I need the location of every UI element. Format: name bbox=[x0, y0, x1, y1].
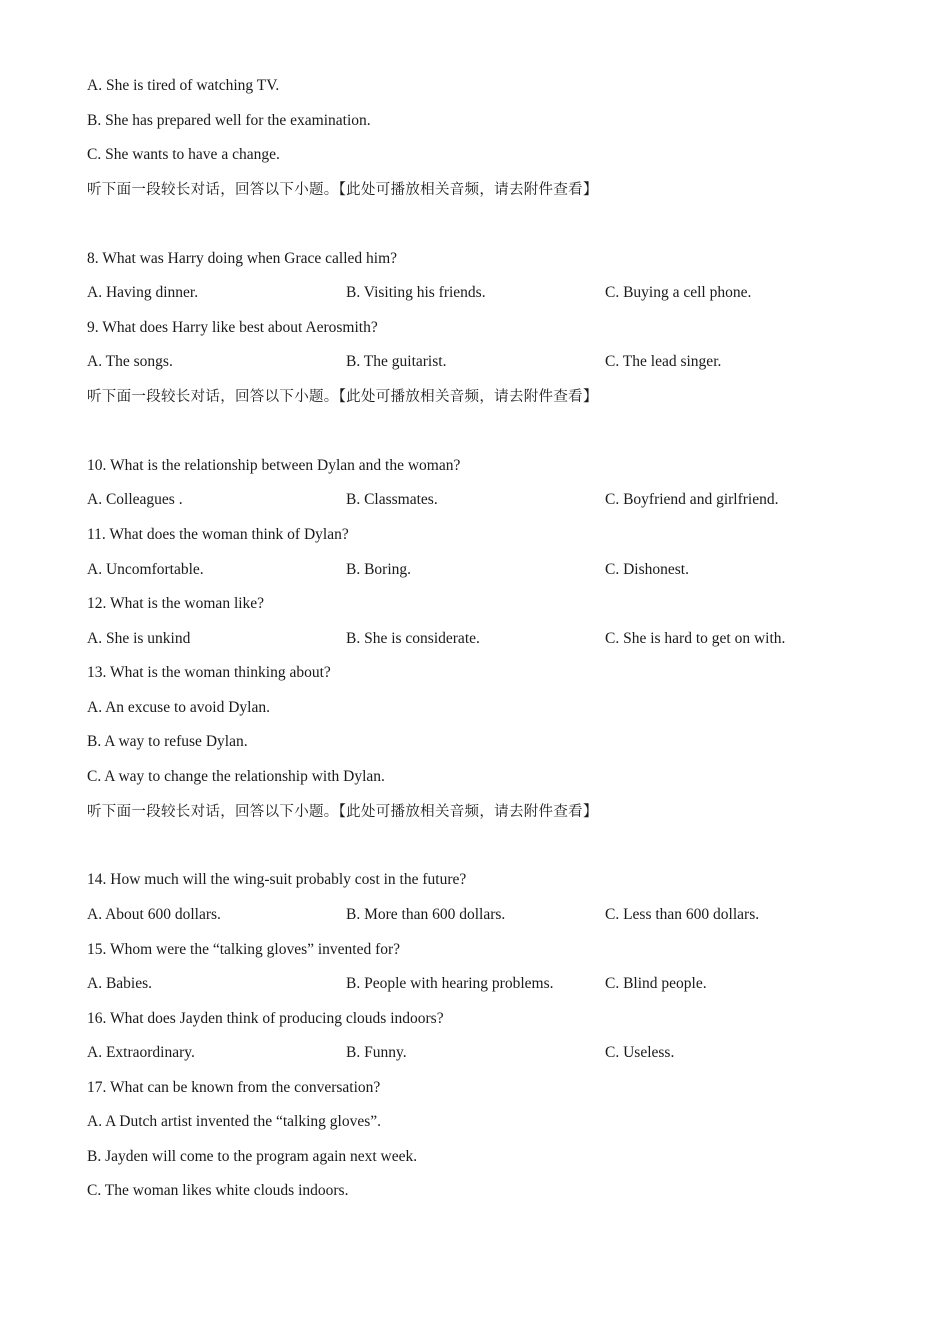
question-16: 16. What does Jayden think of producing clouds indoors? bbox=[87, 1010, 444, 1027]
question-13-option-c: C. A way to change the relationship with Dylan. bbox=[87, 768, 385, 785]
question-11-option-a: A. Uncomfortable. bbox=[87, 561, 204, 578]
question-13-option-a: A. An excuse to avoid Dylan. bbox=[87, 699, 270, 716]
question-11: 11. What does the woman think of Dylan? bbox=[87, 526, 349, 543]
question-16-option-b: B. Funny. bbox=[346, 1044, 407, 1061]
question-8-option-c: C. Buying a cell phone. bbox=[605, 284, 752, 301]
option-a: A. She is tired of watching TV. bbox=[87, 77, 280, 94]
listening-instruction: 听下面一段较长对话，回答以下小题。【此处可播放相关音频，请去附件查看】 bbox=[87, 182, 598, 198]
question-8-option-a: A. Having dinner. bbox=[87, 284, 199, 301]
listening-instruction: 听下面一段较长对话，回答以下小题。【此处可播放相关音频，请去附件查看】 bbox=[87, 389, 598, 405]
question-9-option-c: C. The lead singer. bbox=[605, 353, 722, 370]
question-10-option-a: A. Colleagues . bbox=[87, 491, 183, 508]
question-9-option-b: B. The guitarist. bbox=[346, 353, 447, 370]
question-10-option-b: B. Classmates. bbox=[346, 491, 438, 508]
question-10: 10. What is the relationship between Dylan and the woman? bbox=[87, 457, 461, 474]
question-12-option-a: A. She is unkind bbox=[87, 630, 191, 647]
question-11-option-c: C. Dishonest. bbox=[605, 561, 689, 578]
question-17: 17. What can be known from the conversation? bbox=[87, 1079, 381, 1096]
question-14: 14. How much will the wing-suit probably cost in the future? bbox=[87, 871, 467, 888]
question-9: 9. What does Harry like best about Aerosmith? bbox=[87, 319, 378, 336]
listening-instruction: 听下面一段较长对话，回答以下小题。【此处可播放相关音频，请去附件查看】 bbox=[87, 804, 598, 820]
question-17-option-c: C. The woman likes white clouds indoors. bbox=[87, 1182, 349, 1199]
question-12-option-c: C. She is hard to get on with. bbox=[605, 630, 786, 647]
question-8: 8. What was Harry doing when Grace called him? bbox=[87, 250, 398, 267]
question-14-option-c: C. Less than 600 dollars. bbox=[605, 906, 760, 923]
question-8-option-b: B. Visiting his friends. bbox=[346, 284, 486, 301]
question-9-option-a: A. The songs. bbox=[87, 353, 173, 370]
question-14-option-b: B. More than 600 dollars. bbox=[346, 906, 506, 923]
question-14-option-a: A. About 600 dollars. bbox=[87, 906, 221, 923]
question-15-option-a: A. Babies. bbox=[87, 975, 153, 992]
question-10-option-c: C. Boyfriend and girlfriend. bbox=[605, 491, 779, 508]
question-16-option-c: C. Useless. bbox=[605, 1044, 675, 1061]
option-b: B. She has prepared well for the examination. bbox=[87, 112, 371, 129]
question-13: 13. What is the woman thinking about? bbox=[87, 664, 331, 681]
question-12-option-b: B. She is considerate. bbox=[346, 630, 480, 647]
question-12: 12. What is the woman like? bbox=[87, 595, 265, 612]
question-16-option-a: A. Extraordinary. bbox=[87, 1044, 195, 1061]
question-13-option-b: B. A way to refuse Dylan. bbox=[87, 733, 248, 750]
question-17-option-b: B. Jayden will come to the program again next week. bbox=[87, 1148, 418, 1165]
question-15: 15. Whom were the “talking gloves” invented for? bbox=[87, 941, 401, 958]
question-11-option-b: B. Boring. bbox=[346, 561, 412, 578]
question-15-option-b: B. People with hearing problems. bbox=[346, 975, 554, 992]
option-c: C. She wants to have a change. bbox=[87, 146, 280, 163]
question-17-option-a: A. A Dutch artist invented the “talking gloves”. bbox=[87, 1113, 382, 1130]
question-15-option-c: C. Blind people. bbox=[605, 975, 707, 992]
